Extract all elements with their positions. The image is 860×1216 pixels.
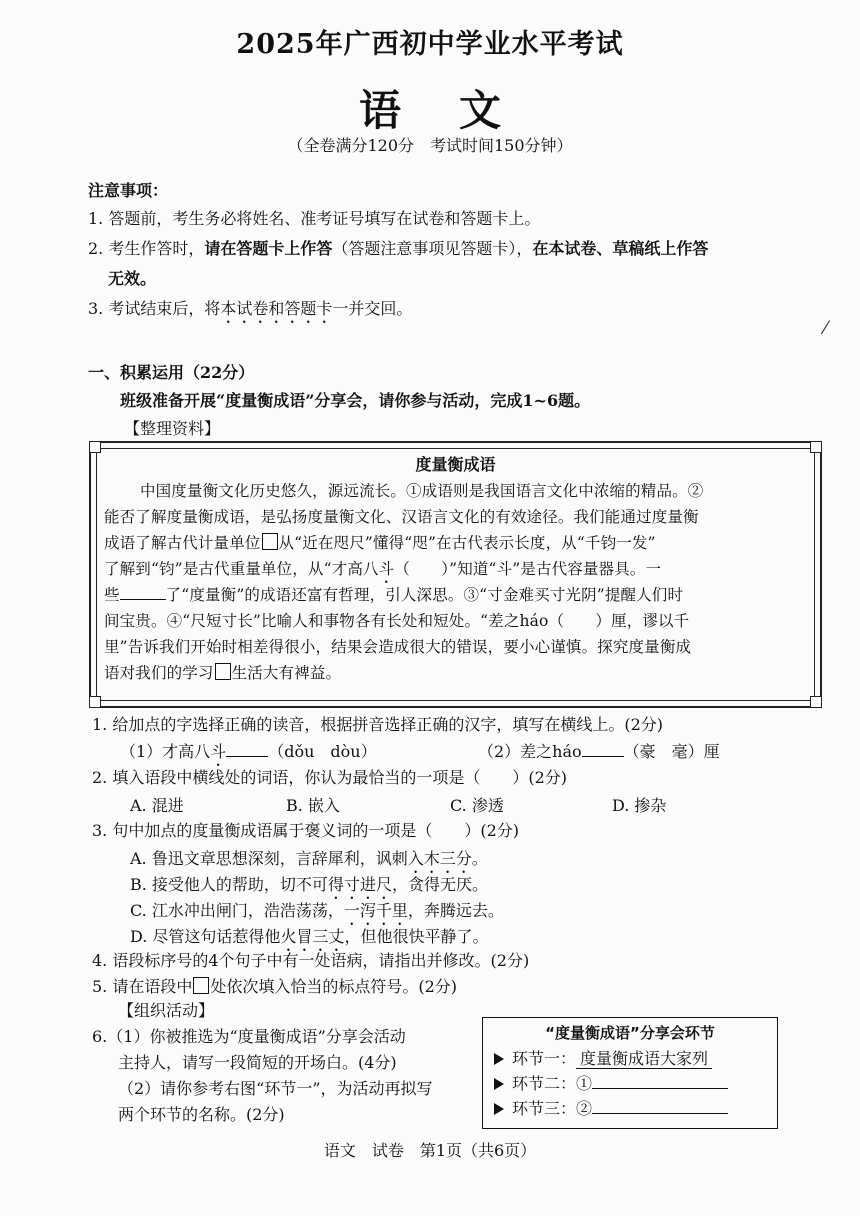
page-footer: 语文 试卷 第1页（共6页） [323,1141,537,1160]
q3-option-d[interactable]: D. 尽管这句话惹得他火冒三丈，但他很快平静了。 [130,927,489,946]
q2-option-b[interactable]: B. 嵌入 [286,796,340,815]
passage-line-4: 了解到“钧”是古代重量单位，从“才高八斗（ ）”知道“斗”是古代容量器具。一 [104,560,662,578]
tag-organize: 【组织活动】 [118,1001,215,1020]
notice-item-2: 2. 考生作答时，请在答题卡上作答（答题注意事项见答题卡），在本试卷、草稿纸上作答 [88,239,709,258]
passage-title: 度量衡成语 [415,455,496,474]
question-1-sub-1: （1）才高八斗 （dǒu dòu） [120,742,377,761]
q3-option-b[interactable]: B. 接受他人的帮助，切不可得寸进尺，贪得无厌。 [130,875,488,894]
punctuation-box[interactable] [262,533,278,550]
tag-collect: 【整理资料】 [124,419,221,438]
stage-3-blank[interactable] [592,1099,728,1114]
frame-corner [810,696,822,708]
notice-item-3: 3. 考试结束后，将本试卷和答题卡一并交回。 [88,299,413,318]
subject-char-2: 文 [459,86,502,135]
frame-corner [89,696,101,708]
subject-title [0,78,860,138]
q3-option-a[interactable]: A. 鲁迅文章思想深刻，言辞犀利，讽刺入木三分。 [130,849,488,868]
question-3: 3. 句中加点的度量衡成语属于褒义词的一项是（ ）(2分) [92,821,520,840]
subject-char-1: 语 [358,86,401,135]
notice-item-2-cont: 无效。 [108,269,157,288]
margin-mark: ⁄ [824,318,828,339]
stage-1: 环节一： 度量衡成语大家列 [494,1048,712,1070]
question-6-line-4: 两个环节的名称。(2分) [118,1105,285,1124]
answer-blank[interactable] [582,742,624,757]
stage-2: 环节二：① [494,1073,728,1095]
passage-line-6: 间宝贵。④“尺短寸长”比喻人和事物各有长处和短处。“差之háo（ ）厘，谬以千 [104,612,690,630]
q2-option-c[interactable]: C. 渗透 [450,796,504,815]
question-5: 5. 请在语段中 处依次填入恰当的标点符号。(2分) [92,977,458,996]
passage-line-5: 些 了“度量衡”的成语还富有哲理，引人深思。③“寸金难买寸光阴”提醒人们时 [104,586,684,604]
stage-3: 环节三：② [494,1098,728,1120]
section-intro: 班级准备开展“度量衡成语”分享会，请你参与活动，完成1~6题。 [120,391,591,410]
question-1-sub-2: （2）差之háo （豪 毫）厘 [478,742,720,761]
exam-title: 2025年广西初中学业水平考试 [236,29,624,60]
question-6-line-3: （2）请你参考右图“环节一”，为活动再拟写 [118,1079,433,1098]
question-6-line-2: 主持人，请写一段简短的开场白。(4分) [118,1053,397,1072]
fill-blank[interactable] [120,585,166,600]
question-6-line-1: 6.（1）你被推选为“度量衡成语”分享会活动 [92,1027,406,1046]
section-heading: 一、积累运用（22分） [88,363,255,382]
exam-info: （全卷满分120分 考试时间150分钟） [287,136,573,155]
passage-line-7: 里”告诉我们开始时相差得很小，结果会造成很大的错误，要小心谨慎。探究度量衡成 [104,638,692,656]
answer-blank[interactable] [226,742,268,757]
q2-option-a[interactable]: A. 混进 [130,796,184,815]
question-2: 2. 填入语段中横线处的词语，你认为最恰当的一项是（ ）(2分) [92,768,568,787]
passage-line-2: 能否了解度量衡成语，是弘扬度量衡文化、汉语言文化的有效途径。我们能通过度量衡 [104,508,699,526]
arrow-icon [494,1078,504,1090]
q3-option-c[interactable]: C. 江水冲出闸门，浩浩荡荡，一泻千里，奔腾远去。 [130,901,504,920]
arrow-icon [494,1103,504,1115]
q2-option-d[interactable]: D. 掺杂 [612,796,667,815]
notice-heading: 注意事项： [88,181,169,200]
punctuation-box-icon [193,977,209,994]
stage-2-blank[interactable] [592,1074,728,1089]
notice-item-1: 1. 答题前，考生务必将姓名、准考证号填写在试卷和答题卡上。 [88,209,541,228]
passage-line-8: 语对我们的学习 生活大有裨益。 [104,664,342,682]
stage-box-title: “度量衡成语”分享会环节 [545,1024,715,1042]
passage-line-3: 成语了解古代计量单位 从“近在咫尺”懂得“咫”在古代表示长度，从“千钧一发” [104,534,656,552]
question-1: 1. 给加点的字选择正确的读音，根据拼音选择正确的汉字，填写在横线上。(2分) [92,715,664,734]
arrow-icon [494,1053,504,1065]
question-4: 4. 语段标序号的4个句子中有一处语病，请指出并修改。(2分) [92,951,530,970]
punctuation-box[interactable] [215,663,231,680]
passage-line-1: 中国度量衡文化历史悠久，源远流长。①成语则是我国语言文化中浓缩的精品。② [140,482,704,500]
